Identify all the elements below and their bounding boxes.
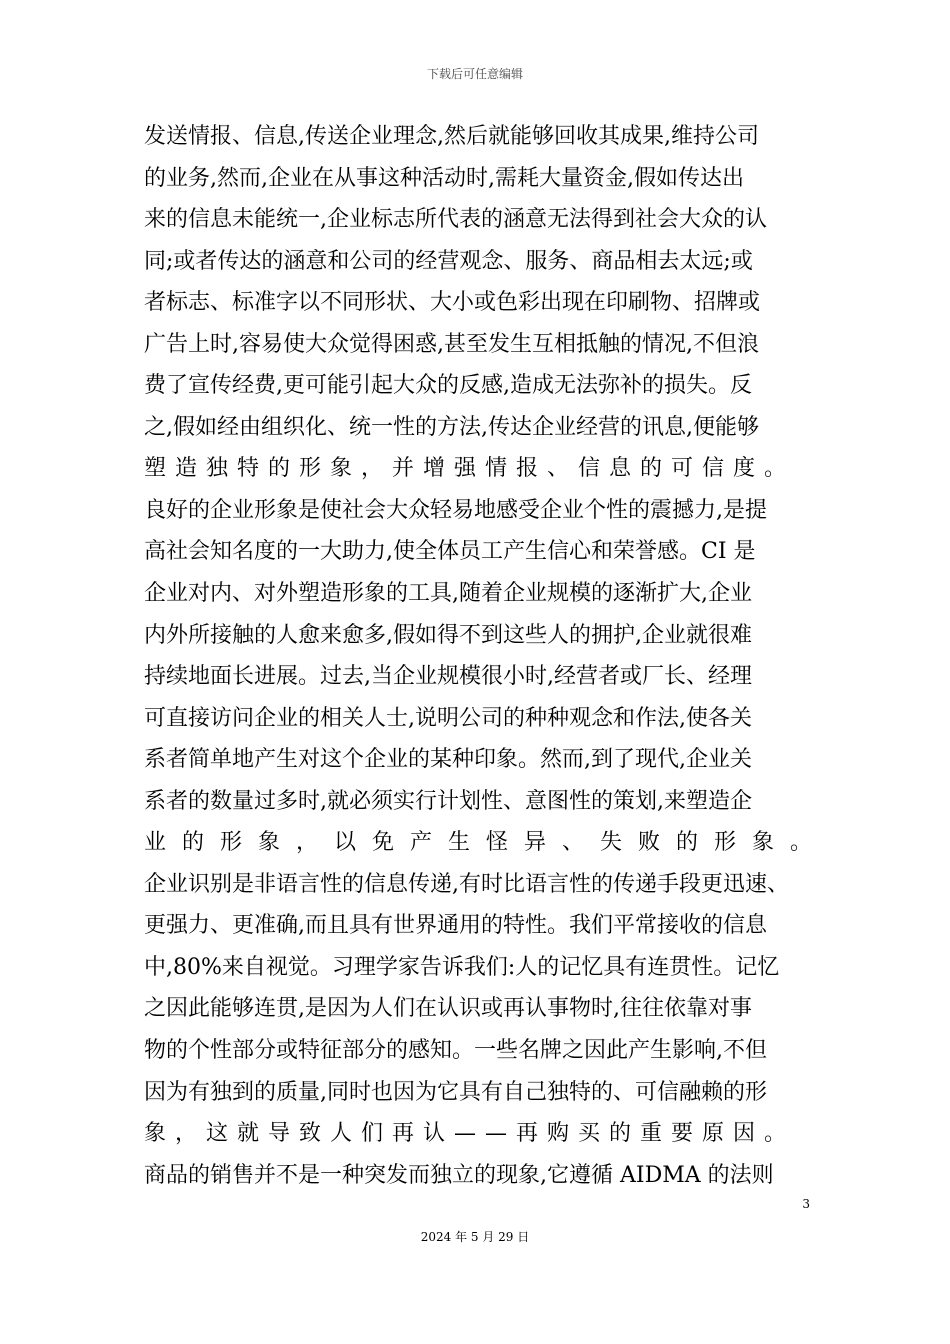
- text-line: 之因此能够连贯,是因为人们在认识或再认事物时,往往依靠对事: [144, 996, 752, 1022]
- text-line: 同;或者传达的涵意和公司的经营观念、服务、商品相去太远;或: [144, 248, 753, 274]
- text-line: 的业务,然而,企业在从事这种活动时,需耗大量资金,假如传达出: [144, 165, 744, 191]
- text-line: 商品的销售并不是一种突发而独立的现象,它遵循 AIDMA 的法则: [144, 1162, 774, 1188]
- text-line: 系者简单地产生对这个企业的某种印象。然而,到了现代,企业关: [144, 747, 752, 773]
- page-header: 下载后可任意编辑: [426, 67, 523, 81]
- text-line: 因为有独到的质量,同时也因为它具有自己独特的、可信融赖的形: [144, 1079, 767, 1105]
- text-line: 业的形象，以免产生怪异、失败的形象。: [144, 830, 829, 856]
- text-line: 之,假如经由组织化、统一性的方法,传达企业经营的讯息,便能够: [144, 414, 759, 440]
- text-line: 更强力、更准确,而且具有世界通用的特性。我们平常接收的信息: [144, 913, 767, 939]
- text-line: 塑造独特的形象，并增强情报、信息的可信度。: [144, 456, 796, 482]
- text-line: 良好的企业形象是使社会大众轻易地感受企业个性的震撼力,是提: [144, 497, 767, 523]
- text-line: 中,80%来自视觉。习理学家告诉我们:人的记忆具有连贯性。记忆: [144, 954, 780, 980]
- text-line: 发送情报、信息,传送企业理念,然后就能够回收其成果,维持公司: [144, 124, 759, 149]
- text-line: 可直接访问企业的相关人士,说明公司的种种观念和作法,使各关: [144, 705, 752, 731]
- document-body: [144, 116, 829, 1196]
- text-line: 系者的数量过多时,就必须实行计划性、意图性的策划,来塑造企: [144, 788, 752, 814]
- text-line: 来的信息未能统一,企业标志所代表的涵意无法得到社会大众的认: [144, 207, 767, 233]
- text-line: 象，这就导致人们再认——再购买的重要原因。: [144, 1121, 796, 1147]
- text-line: 高社会知名度的一大助力,使全体员工产生信心和荣誉感。CI 是: [144, 539, 756, 565]
- text-line: 费了宣传经费,更可能引起大众的反感,造成无法弥补的损失。反: [144, 373, 752, 399]
- text-line: 企业对内、对外塑造形象的工具,随着企业规模的逐渐扩大,企业: [144, 581, 752, 607]
- footer-date: 2024 年 5 月 29 日: [420, 1230, 530, 1244]
- text-line: 者标志、标准字以不同形状、大小或色彩出现在印刷物、招牌或: [144, 290, 761, 316]
- text-line: 广告上时,容易使大众觉得困惑,甚至发生互相抵触的情况,不但浪: [144, 331, 759, 357]
- text-line: 内外所接触的人愈来愈多,假如得不到这些人的拥护,企业就很难: [144, 622, 752, 648]
- text-line: 企业识别是非语言性的信息传递,有时比语言性的传递手段更迅速、: [144, 871, 789, 897]
- text-line: 持续地面长进展。过去,当企业规模很小时,经营者或厂长、经理: [144, 664, 752, 690]
- text-line: 物的个性部分或特征部分的感知。一些名牌之因此产生影响,不但: [144, 1038, 767, 1064]
- page-number: 3: [802, 1197, 810, 1211]
